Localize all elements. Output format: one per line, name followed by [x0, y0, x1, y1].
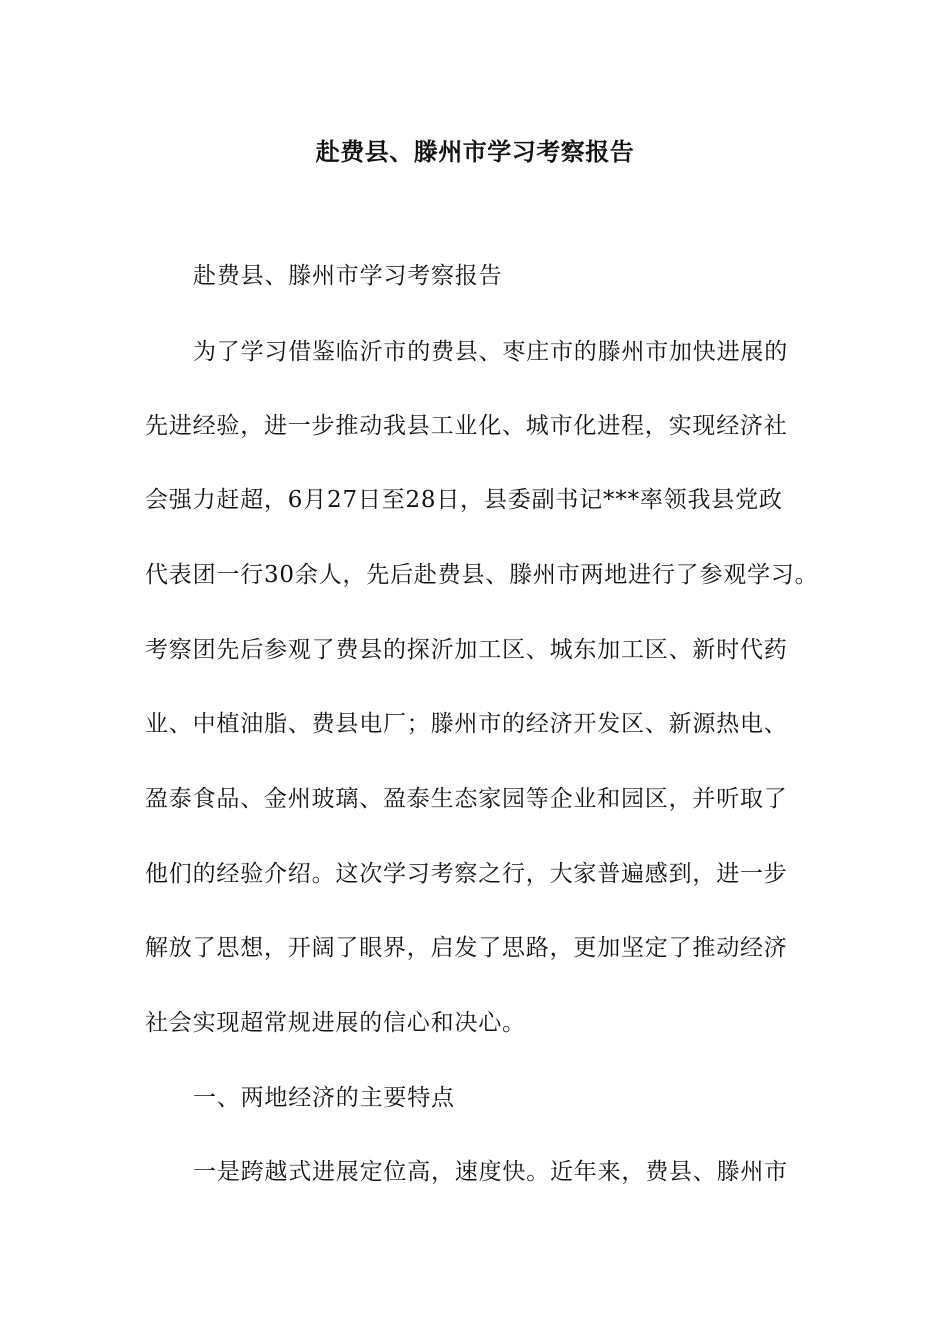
- paragraph-line: 一是跨越式进展定位高，速度快。近年来，费县、滕州市: [193, 1159, 788, 1185]
- paragraph-line: 会强力赶超，6月27日至28日，县委副书记***率领我县党政: [145, 487, 783, 513]
- section-heading: 一、两地经济的主要特点: [193, 1085, 455, 1111]
- paragraph-line: 他们的经验介绍。这次学习考察之行，大家普遍感到，进一步: [145, 861, 788, 887]
- paragraph-line: 社会实现超常规进展的信心和决心。: [145, 1010, 526, 1036]
- paragraph-line: 业、中植油脂、费县电厂；滕州市的经济开发区、新源热电、: [145, 711, 788, 737]
- paragraph-line: 盈泰食品、金州玻璃、盈泰生态家园等企业和园区，并听取了: [145, 786, 788, 812]
- paragraph-line: 先进经验，进一步推动我县工业化、城市化进程，实现经济社: [145, 413, 788, 439]
- document-title: 赴费县、滕州市学习考察报告: [315, 137, 635, 166]
- paragraph-line: 考察团先后参观了费县的探沂加工区、城东加工区、新时代药: [145, 637, 788, 663]
- paragraph-line: 代表团一行30余人，先后赴费县、滕州市两地进行了参观学习。: [145, 562, 819, 588]
- paragraph-line: 为了学习借鉴临沂市的费县、枣庄市的滕州市加快进展的: [193, 339, 788, 365]
- paragraph-line: 赴费县、滕州市学习考察报告: [193, 263, 503, 289]
- paragraph-line: 解放了思想，开阔了眼界，启发了思路，更加坚定了推动经济: [145, 935, 788, 961]
